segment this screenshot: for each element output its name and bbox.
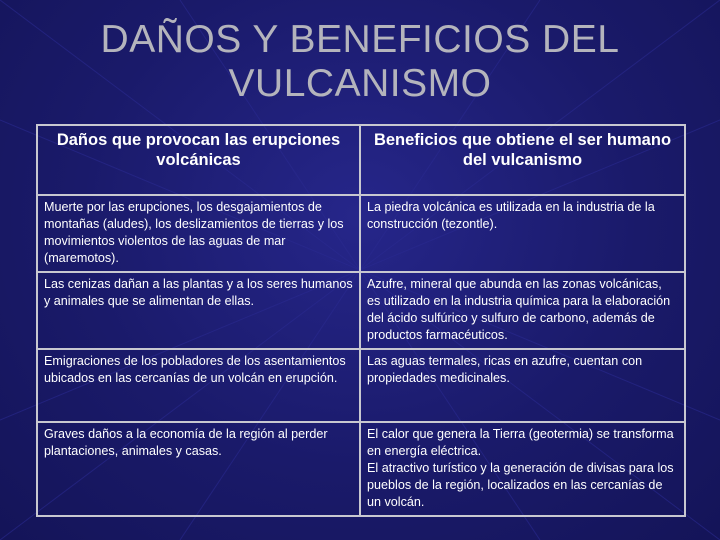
title-line-2: VULCANISMO bbox=[228, 62, 492, 105]
benefit-cell: Las aguas termales, ricas en azufre, cuentan con propiedades medicinales. bbox=[360, 349, 685, 422]
benefit-cell: La piedra volcánica es utilizada en la industria de la construcción (tezontle). bbox=[360, 195, 685, 272]
benefit-cell: El calor que genera la Tierra (geotermia) se transforma en energía eléctrica. El atractivo turístico y la generación de divisas para los pueblos de la región, localizados en las cercanías de un volcán. bbox=[360, 422, 685, 516]
damages-benefits-table bbox=[36, 124, 686, 517]
table-row bbox=[37, 272, 685, 349]
slide-title bbox=[0, 18, 720, 106]
benefit-cell: Azufre, mineral que abunda en las zonas volcánicas, es utilizado en la industria química para la elaboración del ácido sulfúrico y sulfuro de carbono, además de productos farmacéuticos. bbox=[360, 272, 685, 349]
header-damages: Daños que provocan las erupciones volcánicas bbox=[37, 125, 360, 195]
damage-cell: Las cenizas dañan a las plantas y a los seres humanos y animales que se alimentan de ellas. bbox=[37, 272, 360, 349]
title-line-1: DAÑOS Y BENEFICIOS DEL bbox=[100, 18, 620, 61]
table-header-row bbox=[37, 125, 685, 195]
damage-cell: Muerte por las erupciones, los desgajamientos de montañas (aludes), los deslizamientos de tierras y los movimientos violentos de las aguas de mar (maremotos). bbox=[37, 195, 360, 272]
damage-cell: Emigraciones de los pobladores de los asentamientos ubicados en las cercanías de un volcán en erupción. bbox=[37, 349, 360, 422]
table-row bbox=[37, 422, 685, 516]
damage-cell: Graves daños a la economía de la región al perder plantaciones, animales y casas. bbox=[37, 422, 360, 516]
table-row bbox=[37, 195, 685, 272]
table-row bbox=[37, 349, 685, 422]
header-benefits: Beneficios que obtiene el ser humano del vulcanismo bbox=[360, 125, 685, 195]
